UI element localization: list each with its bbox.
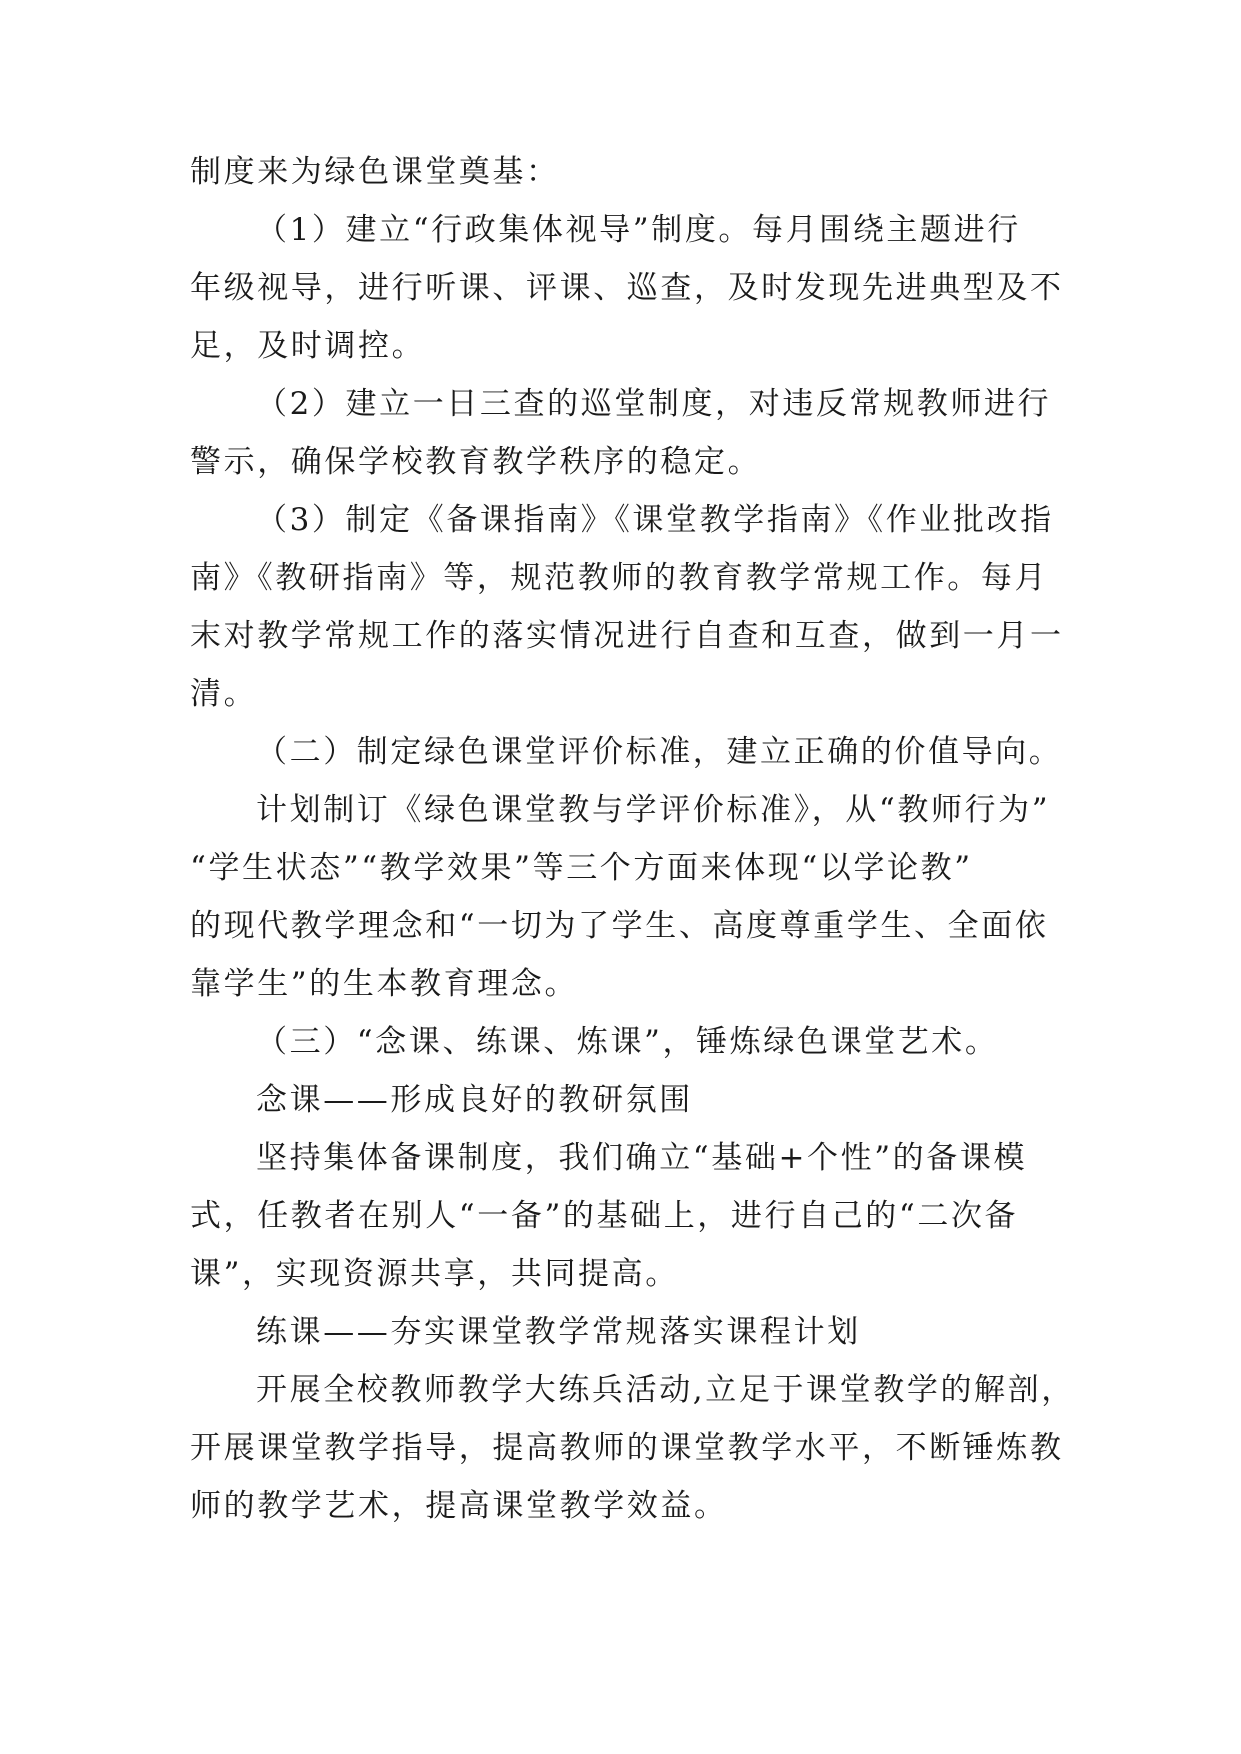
text-line: 靠学生”的生本教育理念。 [190,966,579,1002]
subheading: 练课——夯实课堂教学常规落实课程计划 [256,1314,861,1350]
section-heading: （三）“念课、练课、炼课”，锤炼绿色课堂艺术。 [256,1024,999,1060]
text-line: 开展全校教师教学大练兵活动,立足于课堂教学的解剖， [256,1372,1075,1408]
text-line: 警示，确保学校教育教学秩序的稳定。 [190,444,762,480]
text-line: （2）建立一日三查的巡堂制度，对违反常规教师进行 [256,386,1052,422]
text-line: 计划制订《绿色课堂教与学评价标准》，从“教师行为” [256,792,1051,828]
text-line: 坚持集体备课制度，我们确立“基础+个性”的备课模 [256,1140,1028,1176]
text-line: （3）制定《备课指南》《课堂教学指南》《作业批改指 [256,502,1054,538]
text-line: 末对教学常规工作的落实情况进行自查和互查，做到一月一 [190,618,1064,654]
text-line: 的现代教学理念和“一切为了学生、高度尊重学生、全面依 [190,908,1049,944]
text-line: 制度来为绿色课堂奠基： [190,154,560,190]
subheading: 念课——形成良好的教研氛围 [256,1082,693,1118]
text-line: 清。 [190,676,258,712]
text-line: 年级视导，进行听课、评课、巡查，及时发现先进典型及不 [190,270,1064,306]
text-line: 足，及时调控。 [190,328,426,364]
text-line: （1）建立“行政集体视导”制度。每月围绕主题进行 [256,212,1021,248]
text-line: 师的教学艺术，提高课堂教学效益。 [190,1488,728,1524]
text-line: 开展课堂教学指导，提高教师的课堂教学水平，不断锤炼教 [190,1430,1064,1466]
section-heading: （二）制定绿色课堂评价标准，建立正确的价值导向。 [256,734,1063,770]
text-line: “学生状态”“教学效果”等三个方面来体现“以学论教” [190,850,973,886]
text-line: 课”，实现资源共享，共同提高。 [190,1256,679,1292]
text-line: 南》《教研指南》等，规范教师的教育教学常规工作。每月 [190,560,1049,596]
text-line: 式，任教者在别人“一备”的基础上，进行自己的“二次备 [190,1198,1019,1234]
